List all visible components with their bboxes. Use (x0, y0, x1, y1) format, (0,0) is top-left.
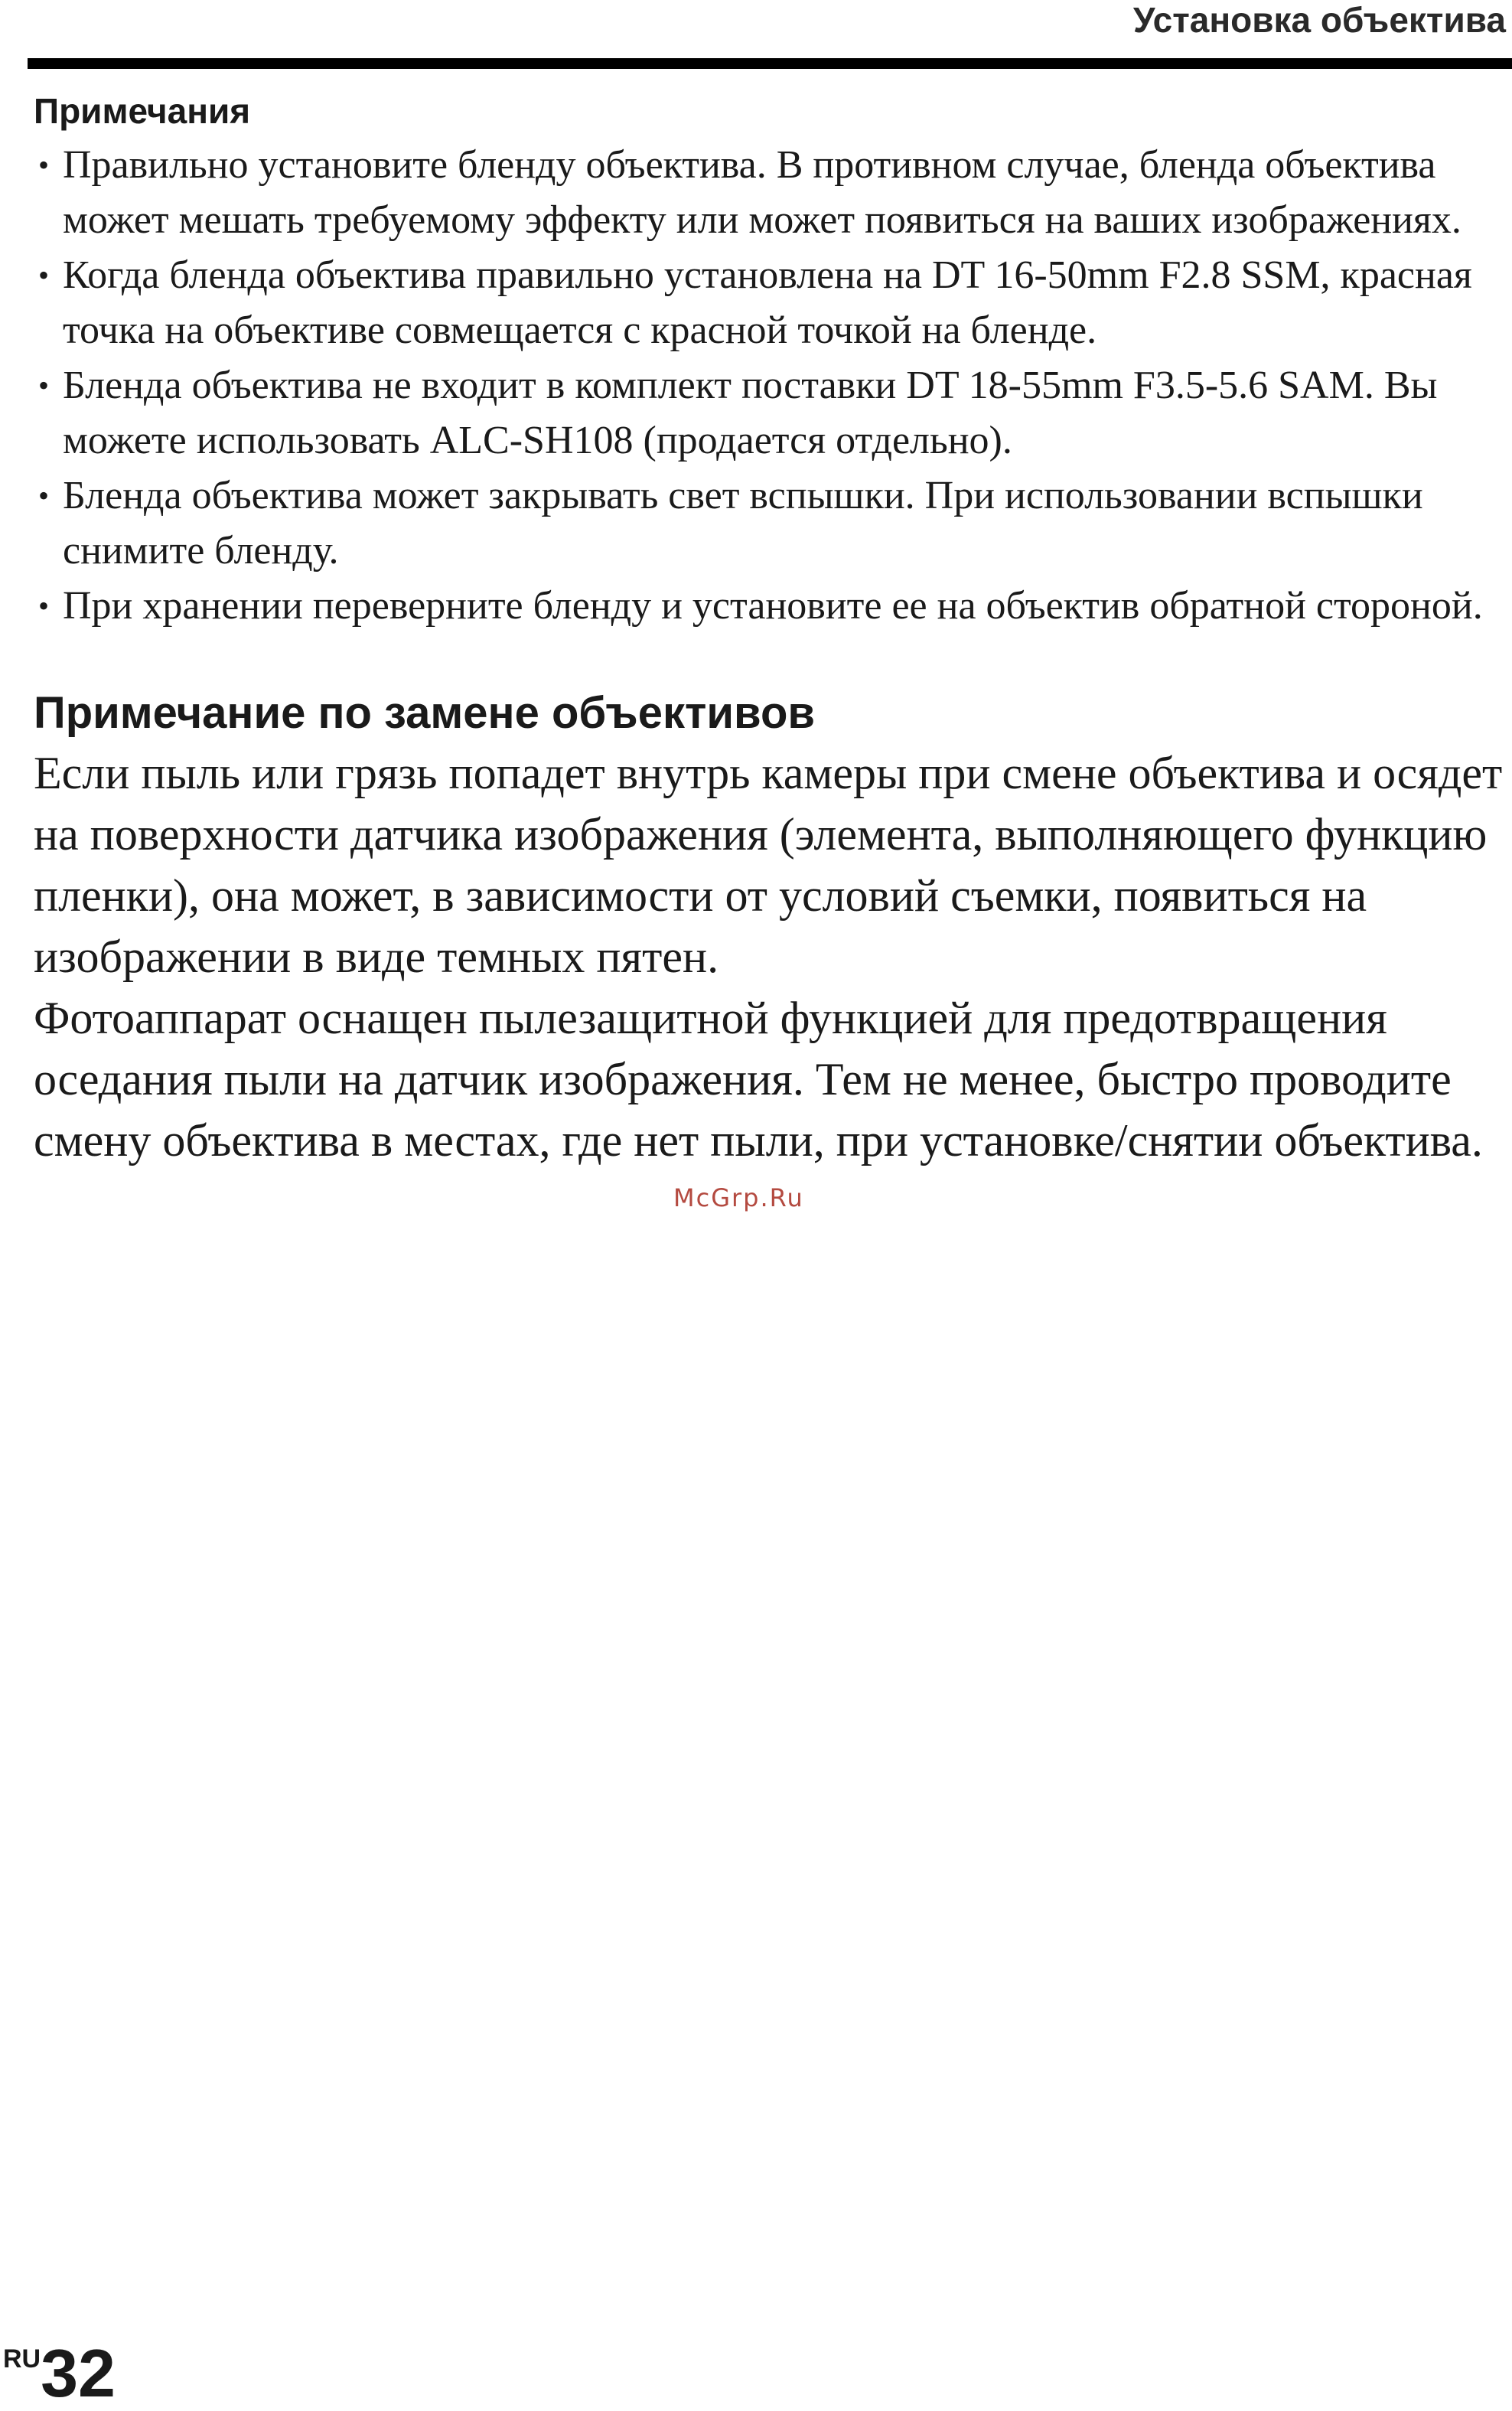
notes-item-text: Бленда объектива может закрывать свет вспышки. При использовании вспышки снимите бленду. (63, 474, 1423, 573)
notes-list (34, 138, 1503, 634)
notes-item-text: Правильно установите бленду объектива. В противном случае, бленда объектива может мешать требуемому эффекту или может появиться на ваших изображениях. (63, 143, 1461, 242)
notes-item-text: Бленда объектива не входит в комплект поставки DT 18-55mm F3.5-5.6 SAM. Вы можете использовать ALC-SH108 (продается отдельно). (63, 364, 1438, 462)
notes-heading: Примечания (34, 91, 251, 131)
header-rule (28, 58, 1512, 69)
page-number (3, 2335, 116, 2411)
lens-change-paragraph: Фотоаппарат оснащен пылезащитной функцией для предотвращения оседания пыли на датчик изображения. Тем не менее, быстро проводите смену объектива в местах, где нет пыли, при установке/снятии объектива. (34, 993, 1483, 1166)
page-content (34, 84, 1503, 1171)
lens-change-heading: Примечание по замене объективов (34, 688, 816, 738)
page-number-value: 32 (41, 2335, 116, 2411)
bullet-icon: • (38, 258, 50, 292)
bullet-icon: • (38, 589, 50, 623)
notes-item-text: Когда бленда объектива правильно установлена на DT 16-50mm F2.8 SSM, красная точка на объективе совмещается с красной точкой на бленде. (63, 253, 1472, 352)
notes-list-item (34, 579, 1503, 634)
notes-list-item (34, 468, 1503, 579)
page-header-title: Установка объектива (1132, 0, 1506, 40)
bullet-icon: • (38, 148, 50, 182)
notes-list-item (34, 248, 1503, 358)
bullet-icon: • (38, 368, 50, 403)
language-code: RU (3, 2344, 41, 2373)
notes-list-item (34, 358, 1503, 468)
watermark: McGrp.Ru (673, 1183, 804, 1212)
bullet-icon: • (38, 478, 50, 513)
notes-item-text: При хранении переверните бленду и установите ее на объектив обратной стороной. (63, 584, 1483, 628)
lens-change-paragraph: Если пыль или грязь попадет внутрь камеры при смене объектива и осядет на поверхности датчика изображения (элемента, выполняющего функцию пленки), она может, в зависимости от условий съемки, появиться на изображении в виде темных пятен. (34, 748, 1503, 982)
notes-list-item (34, 138, 1503, 248)
